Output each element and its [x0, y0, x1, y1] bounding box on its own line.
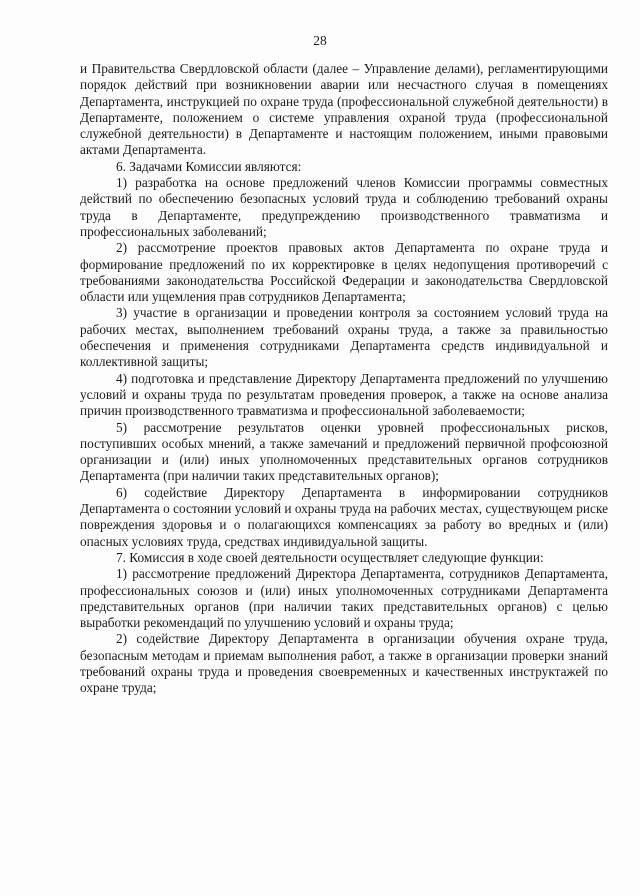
section-heading-functions: 7. Комиссия в ходе своей деятельности осуществляет следующие функции: — [116, 549, 544, 565]
list-item-task-4: 4) подготовка и представление Директору Департамента предложений по улучшению условий и охраны труда по результатам проведения проверок, а также на основе анализа причин производственного травматизма и профессиональной заболеваемости; — [80, 370, 608, 419]
list-item-task-5: 5) рассмотрение результатов оценки уровней профессиональных рисков, поступивших особых мнений, а также замечаний и предложений первичной профсоюзной организации и (или) иных уполномоченных представительных органов сотрудников Департамента (при наличии таких представительных органов); — [80, 419, 608, 484]
section-heading-tasks: 6. Задачами Комиссии являются: — [116, 158, 302, 174]
list-item-task-6: 6) содействие Директору Департамента в информировании сотрудников Департамента о состоянии условий и охраны труда на рабочих местах, существующем риске повреждения здоровья и о полагающихся компенсациях за работу во вредных и (или) опасных условиях труда, средствах индивидуальной защиты. — [80, 484, 608, 549]
document-body — [80, 61, 608, 697]
list-item-task-3: 3) участие в организации и проведении контроля за состоянием условий труда на рабочих местах, выполнением требований охраны труда, а также за правильностью обеспечения и применения сотрудниками Департамента средств индивидуальной и коллективной защиты; — [80, 305, 608, 370]
list-item-task-1: 1) разработка на основе предложений членов Комиссии программы совместных действий по обеспечению безопасных условий труда и соблюдению требований охраны труда в Департаменте, предупреждению производственного травматизма и профессиональных заболеваний; — [80, 175, 608, 239]
list-item-function-1: 1) рассмотрение предложений Директора Департамента, сотрудников Департамента, профессиональных союзов и (или) иных уполномоченных сотрудниками Департамента представительных органов (при наличии таких представительных органов) с целью выработки рекомендаций по улучшению условий и охраны труда; — [80, 566, 608, 631]
list-item-task-2: 2) рассмотрение проектов правовых актов Департамента по охране труда и формирование предложений по их корректировке в целях недопущения противоречий с требованиями законодательства Российской Федерации и законодательства Свердловской области или ущемления прав сотрудников Департамента; — [80, 240, 608, 305]
page-number: 28 — [313, 33, 327, 48]
paragraph-continuation: и Правительства Свердловской области (далее – Управление делами), регламентирующими порядок действий при возникновении аварии или несчастного случая в помещениях Департамента, инструкцией по охране труда (профессиональной служебной деятельности) в Департаменте, положением о системе управления охраной труда (профессиональной служебной деятельности) в Департаменте и настоящим положением, иными правовыми актами Департамента. — [80, 61, 608, 158]
list-item-function-2: 2) содействие Директору Департамента в организации обучения охране труда, безопасным методам и приемам выполнения работ, а также в организации проверки знаний требований охраны труда и проведения своевременных и качественных инструктажей по охране труда; — [80, 631, 608, 696]
